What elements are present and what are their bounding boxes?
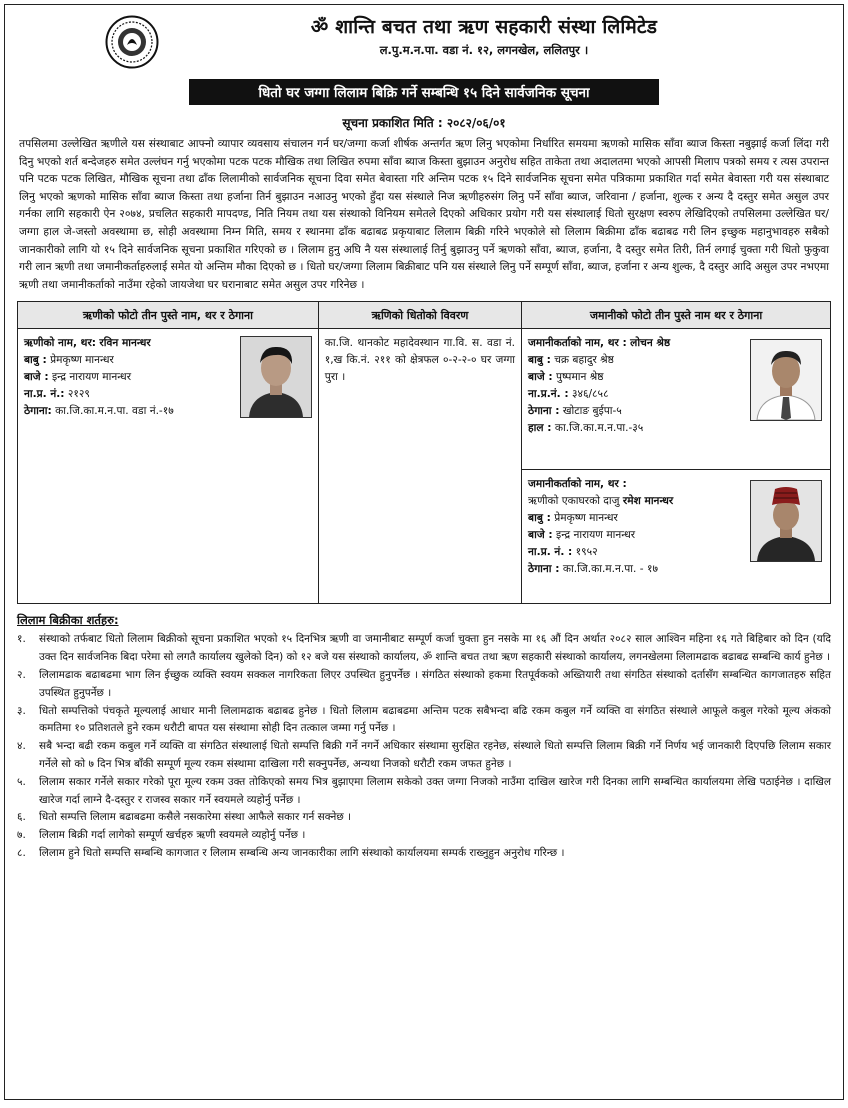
table-header-row [18, 302, 831, 329]
terms-list [17, 631, 831, 862]
borrower-address-label: ठेगाना: [24, 405, 52, 418]
guarantor-1-father: चक्र बहादुर श्रेष्ठ [554, 354, 614, 367]
guarantor-1-name: लोचन श्रेष्ठ [630, 337, 671, 350]
term-number: २. [17, 668, 26, 681]
organization-logo-icon [105, 15, 159, 69]
guarantor-2-name-label: जमानीकर्ताको नाम, थर : [528, 478, 627, 491]
term-text: धितो सम्पत्ति लिलाम बढाबढमा कसैले नसकारेमा संस्था आफैले सकार गर्न सक्नेछ । [39, 811, 352, 824]
term-number: ६. [17, 811, 26, 824]
guarantor-1-grandfather: पुष्पमान श्रेष्ठ [556, 371, 604, 384]
notice-body-text: तपसिलमा उल्लेखित ऋणीले यस संस्थाबाट आफ्नो व्यापार व्यवसाय संचालन गर्न घर/जग्गा कर्जा शीर्षक अन्तर्गत ऋण लिनु भएकोमा निर्धारित समयमा ऋणको मासिक साँवा ब्याज किस्ता नबुझाई कर्जा लिंदा गरी दिनु भएको शर्त बन्देजहरु समेत उल्लंघन गर्नु भएकोमा पटक पटक मौखिक तथा लिखित रुपमा साँवा ब्याज किस्ता बुझाउन अनुरोध सहित ताकेता तथा अदालतमा भएको आपसी मिलाप पत्रको समय र त्यस उपरान्त पनि पटक पटक लिखित, मौखिक सूचना तथा ढाँक लिलामीको सार्वजनिक सूचना दिवा समेत बेवास्ता गरि अन्तिम पटक १५ दिने सार्वजनिक सूचना समेत पत्रिकामा प्रकाशित गर्दा समेत बेवास्ता गरी यस संस्थाबाट लिनु भएको ऋणको मासिक साँवा ब्याज किस्ता तथा हर्जाना तिर्न बुझाउन नआउनु भएको हुँदा यस संस्थाले निज ऋणीहरुसंग लिनु पर्ने साँवा ब्याज, जरिवाना / हर्जाना, शुल्क र अन्य दै दस्तुर समेत असुल उपर गर्नका लागि सहकारी ऐन २०७४, प्रचलित सहकारी मापदण्ड, निति नियम तथा यस संस्थाको विनियम समेतले दिएको अधिकार प्रयोग गरी यस संस्थालाई धितो सुरक्षण स्वरुप लेखिदिएको तपसिलमा उल्लेखित घर/जग्गा हाल जे-जस्तो अवस्थामा छ, सोही अवस्थामा निम्न मिति, समय र स्थानमा ढाँक बढाबढ प्रकृयाबाट लिलाम बिक्री गरिने भएकोले सो लिलाम बिक्रीमा ढाँक बढाबढ गरी लिन इच्छुक महानुभावहरु सबैको जानकारीको लागि यो १५ दिने सार्वजनिक सूचना प्रकाशित गरिएको छ । लिलाम हुनु अघि नै यस संस्थालाई तिर्नु बुझाउनु पर्ने ऋणको साँवा, ब्याज, हर्जाना, दै दस्तुर समेत तिरी, तिर्न लगाई चुक्ता गरी धितो फुकुवा गरी लान ऋणी तथा जमानीकर्ताहरुलाई समेत यो अन्तिम मौका दिएको छ । धितो घर/जग्गा लिलाम बिक्रीबाट पनि यस संस्थाले लिनु पर्ने सम्पूर्ण साँवा, ब्याज, हर्जाना र अन्य शुल्क, दै दस्तुर आदि असुल उपर नभएमा ऋणी तथा जमानीकर्ताको नाउँमा रहेको जायजेथा घर घरानाबाट समेत असुल उपर गरिनेछ । [19, 137, 829, 291]
list-item [17, 774, 831, 810]
list-item [17, 809, 831, 827]
guarantor-1-photo [750, 339, 822, 421]
guarantor-1-address-label: ठेगाना : [528, 405, 560, 418]
term-text: संस्थाको तर्फबाट धितो लिलाम बिक्रीको सूचना प्रकाशित भएको १५ दिनभित्र ऋणी वा जमानीबाट सम्पूर्ण कर्जा चुक्ता हुन नसके मा १६ औं दिन अर्थात २०८२ साल आश्विन महिना १६ गते बिहिबार को दिन (यदि उक्त दिन सार्वजनिक बिदा परेमा सो लगतै कार्यालय खुलेको दिन) को १२ बजे यस संस्थाको कार्यालय, ॐ शान्ति बचत तथा ऋण सहकारी संस्थाको कार्यालय, लगनखेलमा लिलामढाक बढाबढ सम्बन्धि कार्य हुनेछ । [39, 633, 831, 664]
notice-title-banner: धितो घर जग्गा लिलाम बिक्रि गर्ने सम्बन्धि १५ दिने सार्वजनिक सूचना [189, 79, 659, 105]
guarantor-2-father: प्रेमकृष्ण मानन्धर [554, 512, 618, 525]
column-header-collateral: ऋणिको धितोको विवरण [318, 302, 521, 329]
guarantor-1-block [522, 329, 830, 470]
column-header-guarantor: जमानीको फोटो तीन पुस्ते नाम थर र ठेगाना [522, 302, 831, 329]
collateral-description: का.जि. थानकोट महादेवस्थान गा.वि. स. वडा नं. १,ख कि.नं. २११ को क्षेत्रफल ०-२-२-० घर जग्गा पुरा । [324, 337, 516, 384]
term-text: धितो सम्पत्तिको पंचकृते मूल्यलाई आधार मानी लिलामढाक बढाबढ हुनेछ । धितो लिलाम बढाबढमा अन्तिम पटक सबैभन्दा बढि रकम कबुल गर्ने व्यक्ति वा संगठित संस्थाले आफूले कबुल गरेको मूल्य अंकको कमतिमा १० प्रतिशतले हुने रकम धरौटी बापत यस संस्थामा सोही दिन तत्काल जम्मा गर्नु पर्नेछ । [39, 704, 831, 735]
table-row [18, 329, 831, 604]
term-text: लिलाम हुने धितो सम्पत्ति सम्बन्धि कागजात र लिलाम सम्बन्धि अन्य जानकारीका लागि संस्थाको कार्यालयमा सम्पर्क राख्नुहुन अनुरोध गरिन्छ । [39, 846, 565, 859]
borrower-cell [18, 329, 319, 604]
published-date: सूचना प्रकाशित मिति : २०८२/०६/०१ [342, 116, 506, 130]
guarantor-1-father-label: बाबु : [528, 354, 551, 367]
term-text: सबै भन्दा बढी रकम कबुल गर्ने व्यक्ति वा संगठित संस्थालाई धितो सम्पत्ति बिक्री गर्ने नगर्ने अधिकार संस्थामा सुरक्षित रहनेछ, संस्थाले धितो सम्पत्ति लिलाम बिक्री गर्ने निर्णय भई जानकारी दिएपछि लिलाम सकार गर्नेले सो को ७ दिन भित्र बाँकी सम्पूर्ण मूल्य रकम संस्थामा दाखिला गरी सक्नुपर्नेछ, अन्यथा निजको धरौटी रकम जफत हुनेछ । [39, 740, 831, 770]
list-item [17, 738, 831, 774]
notice-page [4, 4, 844, 1100]
guarantor-1-address: खोटाङ बुईपा-५ [562, 405, 622, 418]
borrower-grandfather-label: बाजे : [24, 371, 49, 384]
organization-name: ॐ शान्ति बचत तथा ऋण सहकारी संस्था लिमिटेड [310, 16, 658, 38]
guarantor-1-name-label: जमानीकर्ताको नाम, थर : [528, 337, 627, 350]
list-item [17, 667, 831, 703]
guarantor-1-citizenship-label: ना.प्र.नं. : [528, 388, 569, 401]
organization-address: ल.पु.म.न.पा. वडा नं. १२, लगनखेल, ललितपुर । [379, 43, 589, 57]
guarantor-2-father-label: बाबु : [528, 512, 551, 525]
borrower-name: रविन मानन्धर [99, 337, 151, 350]
notice-header [17, 11, 831, 73]
guarantor-2-photo [750, 480, 822, 562]
guarantor-1-grandfather-label: बाजे : [528, 371, 553, 384]
terms-title: लिलाम बिक्रीका शर्तहरु: [17, 613, 119, 628]
list-item [17, 703, 831, 739]
term-text: लिलामढाक बढाबढमा भाग लिन ईच्छुक व्यक्ति स्वयम सक्कल नागरिकता लिएर उपस्थित हुनुपर्नेछ । संगठित संस्थाको हकमा रितपूर्वकको अख्तियारी तथा संगठित संस्थाको दर्तासँग सम्बन्धित कागजातहरु सहित उपस्थित हुनुपर्नेछ । [39, 668, 831, 699]
list-item [17, 631, 831, 667]
list-item [17, 827, 831, 845]
term-number: ४. [17, 740, 26, 753]
collateral-cell [318, 329, 521, 604]
borrower-name-label: ऋणीको नाम, थर: [24, 337, 97, 350]
term-text: लिलाम सकार गर्नेले सकार गरेको पूरा मूल्य रकम उक्त तोकिएको समय भित्र बुझाएमा लिलाम सकेको उक्त जग्गा निजको नाउँमा दाखिल खारेज गरी दिनका लागि सम्बन्धित कार्यालयमा लेखि पठाईनेछ । दाखिल खारेज गर्दा लाग्ने दै-दस्तुर र राजस्व सकार गर्ने स्वयमले व्यहोर्नु पर्नेछ । [39, 775, 831, 806]
guarantor-cell [522, 329, 831, 604]
term-number: १. [17, 633, 26, 646]
borrower-photo [240, 336, 312, 418]
guarantor-2-relation: ऋणीको एकाघरको दाजु [528, 495, 620, 508]
guarantor-2-address: का.जि.का.म.न.पा. - १७ [562, 563, 658, 576]
guarantor-2-grandfather-label: बाजे : [528, 529, 553, 542]
term-number: ५. [17, 775, 26, 788]
term-number: ३. [17, 704, 26, 717]
guarantor-1-current-label: हाल : [528, 422, 552, 435]
term-text: लिलाम बिक्री गर्दा लागेको सम्पूर्ण खर्चहरु ऋणी स्वयमले व्यहोर्नु पर्नेछ । [39, 829, 306, 842]
borrower-citizenship: २१२९ [67, 388, 90, 401]
guarantor-1-citizenship: ३४६/८५८ [571, 388, 609, 401]
guarantor-2-block [522, 470, 830, 591]
guarantor-2-grandfather: इन्द्र नारायण मानन्धर [556, 529, 636, 542]
guarantor-2-address-label: ठेगाना : [528, 563, 560, 576]
guarantor-1-current-address: का.जि.का.म.न.पा.-३५ [554, 422, 644, 435]
guarantor-2-name: रमेश मानन्धर [622, 495, 674, 508]
term-number: ७. [17, 829, 26, 842]
term-number: ८. [17, 846, 26, 859]
borrower-father: प्रेमकृष्ण मानन्धर [50, 354, 114, 367]
borrower-citizenship-label: ना.प्र. नं.: [24, 388, 65, 401]
list-item [17, 845, 831, 863]
guarantor-2-citizenship: १९५२ [575, 546, 598, 559]
borrower-father-label: बाबु : [24, 354, 47, 367]
borrower-grandfather: इन्द्र नारायण मानन्धर [51, 371, 132, 384]
guarantor-2-citizenship-label: ना.प्र. नं. : [528, 546, 573, 559]
auction-details-table [17, 301, 831, 604]
column-header-borrower: ऋणीको फोटो तीन पुस्ते नाम, थर र ठेगाना [18, 302, 319, 329]
borrower-address: का.जि.का.म.न.पा. वडा नं.-१७ [55, 405, 174, 418]
